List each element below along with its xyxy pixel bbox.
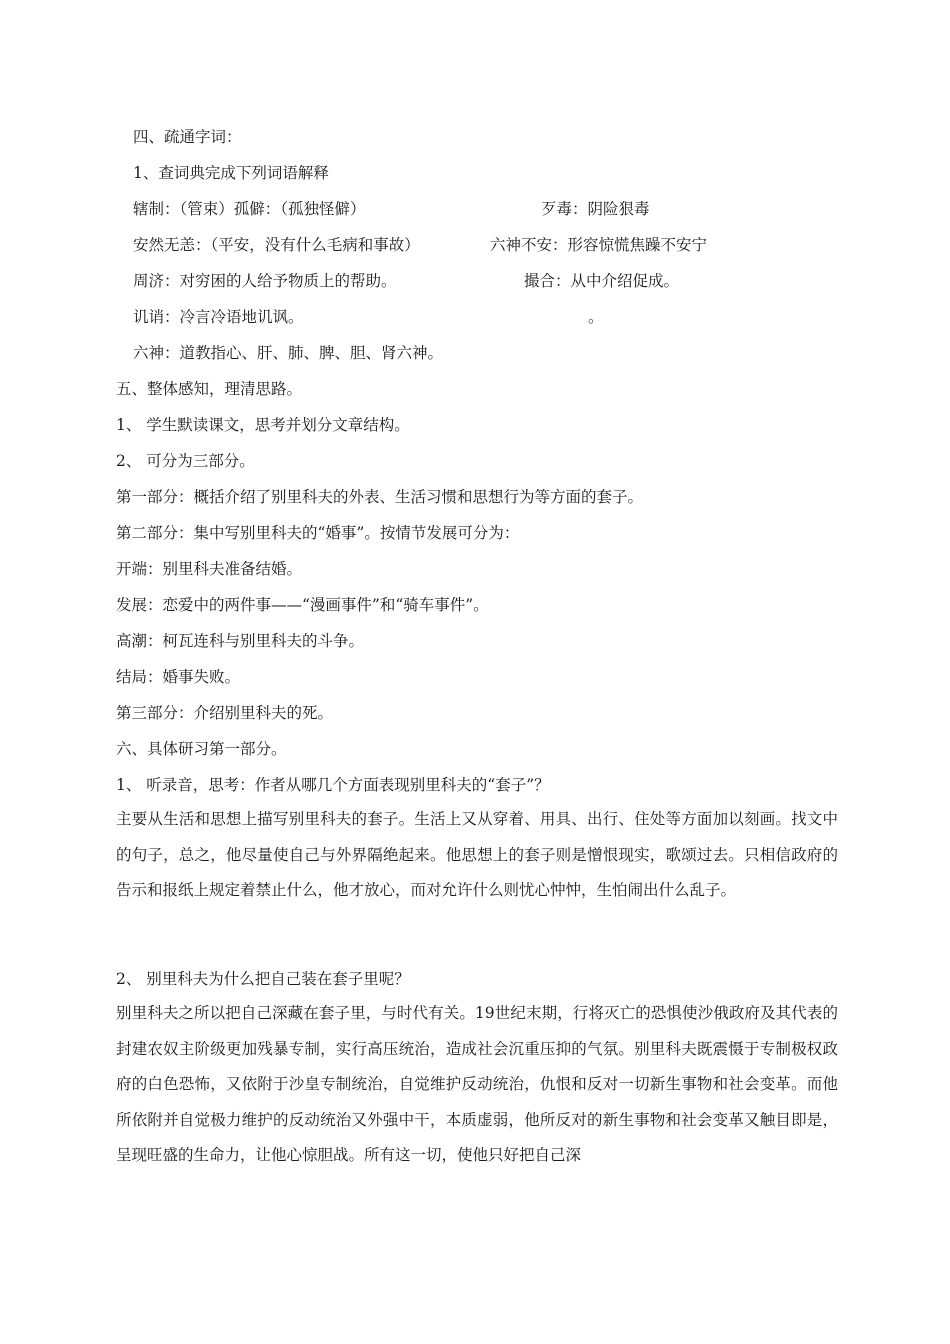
section-5-item-1: 1、 学生默读课文，思考并划分文章结构。 [116,416,410,434]
section-4-heading: 四、疏通字词： [133,128,242,146]
vocab-term: 周济：对穷困的人给予物质上的帮助。 [133,272,397,290]
vocab-term: 。 [588,308,604,326]
vocab-term: 六神：道教指心、肝、肺、脾、胆、肾六神。 [133,344,444,362]
vocab-term: 讥诮：冷言冷语地讥讽。 [133,308,304,326]
section-6-question-1: 1、 听录音，思考：作者从哪几个方面表现别里科夫的“套子”？ [116,776,550,794]
vocab-term: 辖制：（管束）孤僻：（孤独怪僻） [133,200,366,218]
plot-development: 发展：恋爱中的两件事——“漫画事件”和“骑车事件”。 [116,596,489,614]
plot-climax: 高潮：柯瓦连科与别里科夫的斗争。 [116,632,365,650]
section-5-heading: 五、整体感知，理清思路。 [116,380,303,398]
plot-ending: 结局：婚事失败。 [116,668,241,686]
section-6-question-2: 2、 别里科夫为什么把自己装在套子里呢？ [116,970,410,988]
section-6-heading: 六、具体研习第一部分。 [116,740,287,758]
plot-start: 开端：别里科夫准备结婚。 [116,560,303,578]
vocab-term: 歹毒：阴险狠毒 [541,200,650,218]
part-1-text: 第一部分：概括介绍了别里科夫的外表、生活习惯和思想行为等方面的套子。 [116,488,644,506]
section-6-answer-1: 主要从生活和思想上描写别里科夫的套子。生活上又从穿着、用具、出行、住处等方面加以刻画。找文中的句子，总之，他尽量使自己与外界隔绝起来。他思想上的套子则是憎恨现实，歌颂过去。只相信政府的告示和报纸上规定着禁止什么，他才放心，而对允许什么则忧心忡忡，生怕闹出什么乱子。 [116,810,838,900]
part-3-text: 第三部分：介绍别里科夫的死。 [116,704,334,722]
vocab-term: 撮合：从中介绍促成。 [524,272,680,290]
section-5-item-2: 2、 可分为三部分。 [116,452,255,470]
section-4-item-1: 1、查词典完成下列词语解释 [133,164,329,182]
vocab-term: 六神不安：形容惊慌焦躁不安宁 [490,236,708,254]
vocab-term: 安然无恙：（平安，没有什么毛病和事故） [133,236,420,254]
section-6-answer-2: 别里科夫之所以把自己深藏在套子里，与时代有关。19世纪末期，行将灭亡的恐惧使沙俄政府及其代表的封建农奴主阶级更加残暴专制，实行高压统治，造成社会沉重压抑的气氛。别里科夫既震慑于专制极权政府的白色恐怖，又依附于沙皇专制统治，自觉维护反动统治，仇恨和反对一切新生事物和社会变革。而他所依附并自觉极力维护的反动统治又外强中干，本质虚弱，他所反对的新生事物和社会变革又触目即是，呈现旺盛的生命力，让他心惊胆战。所有这一切，使他只好把自己深 [116,1004,838,1165]
part-2-text: 第二部分：集中写别里科夫的“婚事”。按情节发展可分为： [116,524,520,542]
